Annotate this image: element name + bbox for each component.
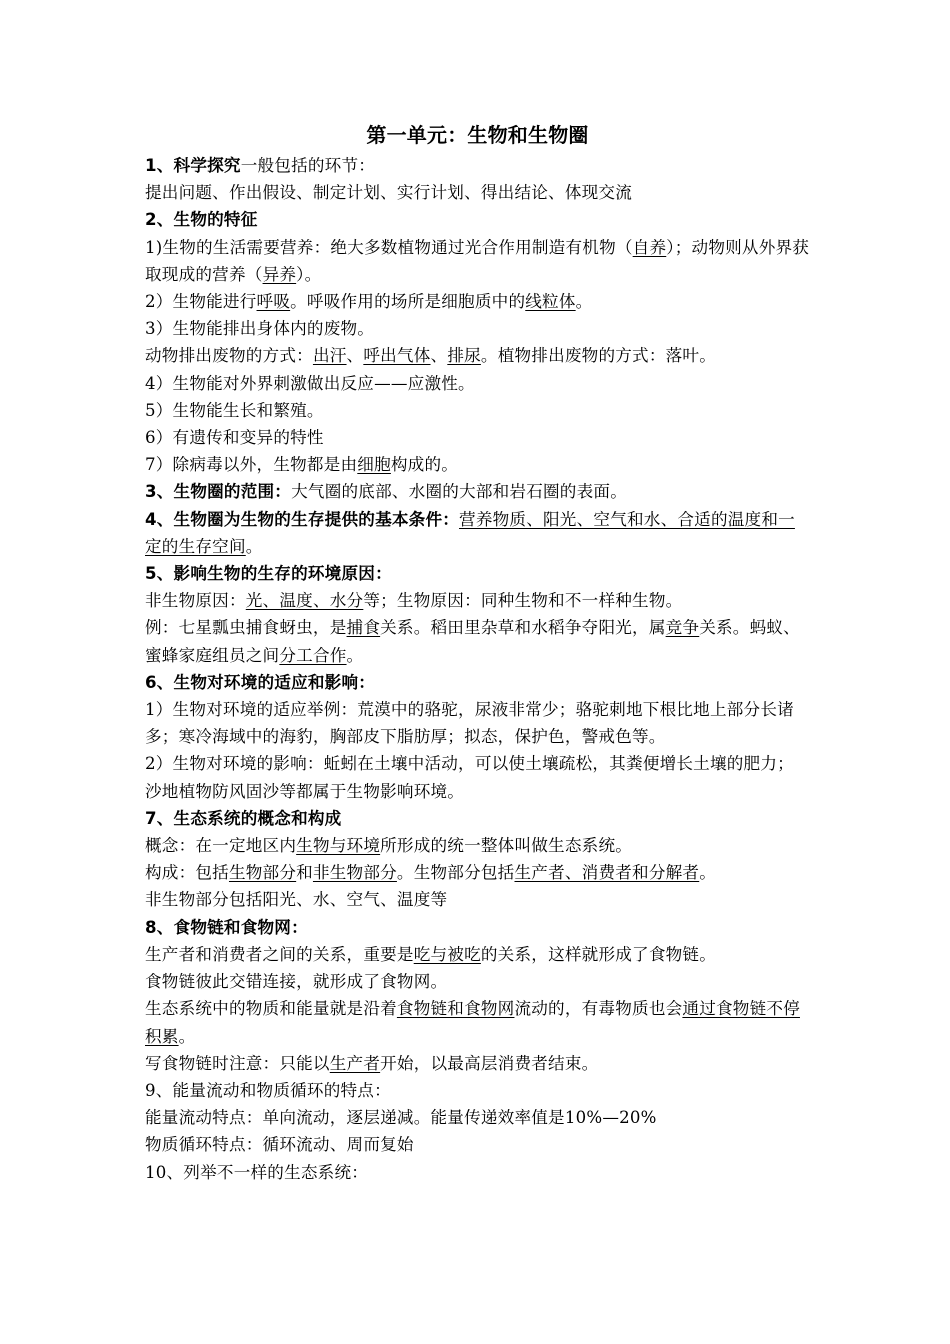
underlined-term: 生物部分: [228, 863, 297, 883]
text-run: 。生物部分包括: [396, 863, 515, 883]
paragraph: [145, 968, 810, 995]
paragraph: [145, 506, 810, 560]
paragraph: [145, 1131, 810, 1158]
paragraph: [145, 152, 810, 179]
paragraph: [145, 315, 810, 342]
text-run: 概念：在一定地区内: [145, 836, 297, 856]
section-heading: 5、影响生物的生存的环境原因：: [145, 564, 392, 584]
underlined-term: 生产者: [329, 1053, 381, 1073]
underlined-term: 自养: [632, 237, 667, 257]
underlined-term: 吃与被吃: [413, 944, 481, 964]
underlined-term: 捕食: [346, 618, 381, 638]
text-run: 大气圈的底部、水圈的大部和岩石圈的表面。: [291, 482, 627, 502]
paragraph: [145, 288, 810, 315]
paragraph: [145, 859, 810, 886]
text-run: 关系。稻田里杂草和水稻争夺阳光，属: [380, 618, 666, 638]
text-run: 非生物部分包括阳光、水、空气、温度等: [145, 890, 448, 910]
text-run: 3）生物能排出身体内的废物。: [145, 319, 375, 339]
paragraph: [145, 669, 810, 696]
underlined-term: 光、温度、水分: [245, 591, 364, 611]
paragraph: [145, 370, 810, 397]
underlined-term: 竞争: [665, 618, 700, 638]
text-run: 等；生物原因：同种生物和不一样种生物。: [363, 591, 683, 611]
paragraph: [145, 206, 810, 233]
paragraph: [145, 1159, 810, 1186]
paragraph: [145, 342, 810, 369]
paragraph: [145, 914, 810, 941]
section-heading: 6、生物对环境的适应和影响：: [145, 672, 376, 692]
paragraph: [145, 805, 810, 832]
text-run: 所形成的统一整体叫做生态系统。: [380, 836, 633, 856]
paragraph: [145, 560, 810, 587]
paragraph: [145, 587, 810, 614]
paragraph: [145, 832, 810, 859]
underlined-term: 呼吸: [256, 292, 291, 312]
page-title: 第一单元：生物和生物圈: [366, 123, 589, 147]
text-run: 。: [245, 536, 263, 556]
text-run: 构成：包括: [145, 863, 229, 883]
text-run: 物质循环特点：循环流动、周而复始: [145, 1135, 414, 1155]
text-run: ）。: [296, 264, 322, 284]
paragraph: [145, 1050, 810, 1077]
underlined-term: 呼出气体: [363, 346, 431, 366]
text-run: ）；动物则从外界获取现成的营养（: [145, 237, 810, 284]
paragraph: [145, 995, 810, 1049]
text-run: 。植物排出废物的方式：落叶。: [480, 346, 717, 366]
document-body: [145, 118, 810, 1186]
text-run: 开始，以最高层消费者结束。: [380, 1053, 599, 1073]
text-run: 7）除病毒以外，生物都是由: [145, 455, 358, 475]
paragraph: [145, 451, 810, 478]
text-run: 生态系统中的物质和能量就是沿着: [145, 999, 397, 1019]
text-run: 动物排出废物的方式：: [145, 346, 313, 366]
underlined-term: 分工合作: [279, 645, 347, 665]
text-run: 写食物链时注意：只能以: [145, 1053, 330, 1073]
text-run: 2）生物对环境的影响：蚯蚓在土壤中活动，可以使土壤疏松，其粪便增长土壤的肥力；沙地植物防风固沙等都属于生物影响环境。: [145, 754, 794, 801]
section-heading: 4、生物圈为生物的生存提供的基本条件：: [145, 509, 460, 529]
text-run: 5）生物能生长和繁殖。: [145, 400, 324, 420]
text-run: 关系。蚂蚁、蜜蜂家庭组员之间: [145, 618, 800, 665]
section-heading: 1、科学探究: [145, 156, 241, 175]
paragraph: [145, 424, 810, 451]
section-heading: 8、食物链和食物网：: [145, 917, 308, 937]
paragraph: [145, 614, 810, 668]
text-run: 9、能量流动和物质循环的特点：: [145, 1080, 391, 1100]
paragraph: [145, 696, 810, 750]
text-run: 6）有遗传和变异的特性: [145, 428, 324, 448]
paragraph: [145, 886, 810, 913]
paragraph: [145, 397, 810, 424]
text-run: 1)生物的生活需要营养：绝大多数植物通过光合作用制造有机物（: [145, 237, 633, 257]
text-run: 、: [346, 346, 364, 366]
underlined-term: 食物链和食物网: [396, 999, 515, 1019]
text-run: 4）生物能对外界刺激做出反应——应激性。: [145, 373, 475, 393]
underlined-term: 细胞: [357, 455, 391, 475]
text-run: 提出问题、作出假设、制定计划、实行计划、得出结论、体现交流: [145, 183, 633, 203]
text-run: 能量流动特点：单向流动，逐层递减。能量传递效率值是10%—20%: [145, 1108, 657, 1128]
underlined-term: 线粒体: [525, 292, 576, 312]
text-run: 、: [430, 346, 448, 366]
text-run: 1）生物对环境的适应举例：荒漠中的骆驼，尿液非常少；骆驼刺地下根比地上部分长诸多；寒冷海域中的海豹，胸部皮下脂肪厚；拟态，保护色，警戒色等。: [145, 700, 794, 747]
underlined-term: 排尿: [447, 346, 481, 366]
underlined-term: 通过食物链不停积累: [145, 999, 800, 1046]
paragraph: [145, 750, 810, 804]
text-run: 和: [296, 863, 313, 883]
underlined-term: 营养物质、阳光、空气和水、合适的温度和一定的生存空间: [145, 509, 795, 556]
text-run: 一般包括的环节：: [240, 156, 376, 175]
document-lines: [145, 152, 810, 1186]
text-run: 构成的。: [390, 455, 459, 475]
paragraph: [145, 478, 810, 505]
paragraph: [145, 179, 810, 206]
text-run: 10、列举不一样的生态系统：: [145, 1162, 369, 1182]
text-run: 。: [575, 292, 593, 312]
paragraph: [145, 234, 810, 288]
underlined-term: 生物与环境: [296, 836, 381, 856]
text-run: 流动的，有毒物质也会: [514, 999, 683, 1019]
section-heading: 2、生物的特征: [145, 210, 258, 230]
paragraph: [145, 1104, 810, 1131]
text-run: 2）生物能进行: [145, 292, 257, 312]
section-heading: 3、生物圈的范围：: [145, 482, 292, 502]
text-run: 。: [699, 863, 717, 883]
text-run: 食物链彼此交错连接，就形成了食物网。: [145, 972, 448, 992]
paragraph: [145, 1077, 810, 1104]
text-run: 例：七星瓢虫捕食蚜虫，是: [145, 618, 347, 638]
underlined-term: 非生物部分: [312, 863, 397, 883]
section-heading: 7、生态系统的概念和构成: [145, 808, 342, 828]
text-run: 非生物原因：: [145, 591, 246, 611]
text-run: 。呼吸作用的场所是细胞质中的: [290, 292, 526, 312]
text-run: 的关系，这样就形成了食物链。: [480, 944, 717, 964]
underlined-term: 出汗: [312, 346, 347, 366]
underlined-term: 异养: [262, 264, 297, 284]
text-run: 。: [346, 645, 364, 665]
underlined-term: 生产者、消费者和分解者: [514, 863, 700, 883]
text-run: 生产者和消费者之间的关系，重要是: [145, 944, 414, 964]
text-run: 。: [178, 1026, 196, 1046]
paragraph: [145, 941, 810, 968]
